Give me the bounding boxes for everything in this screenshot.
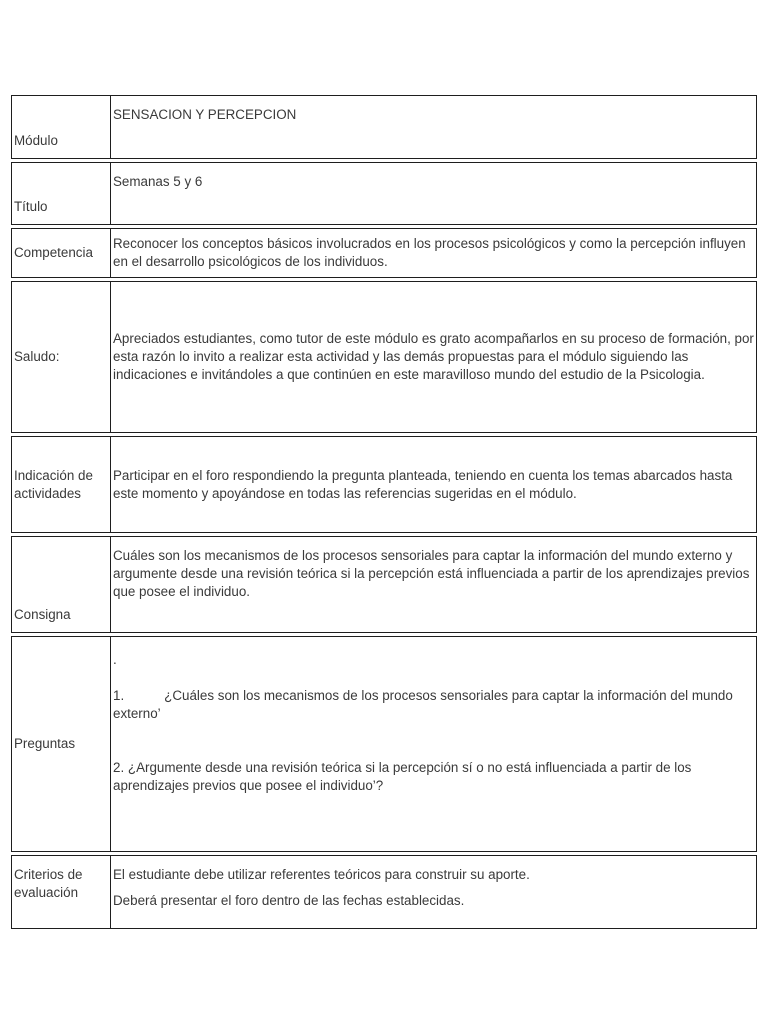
criteria-item: El estudiante debe utilizar referentes teóricos para construir su aporte. <box>113 867 530 882</box>
row-label-consigna: Consigna <box>11 536 110 633</box>
table-row <box>11 162 757 225</box>
table-row <box>11 636 757 852</box>
table-row <box>11 855 757 929</box>
greeting-text: Apreciados estudiantes, como tutor de este módulo es grato acompañarlos en su proceso de formación, por esta razón lo invito a realizar esta actividad y las demás propuestas para el módulo siguiendo las indicaciones e invitándoles a que continúen en este maravilloso mundo del estudio de la Psicologia. <box>113 331 754 382</box>
row-content-saludo <box>110 281 757 433</box>
row-label-saludo: Saludo: <box>11 281 110 433</box>
table-row <box>11 536 757 633</box>
row-label-criterios: Criterios de evaluación <box>11 855 110 929</box>
row-content-consigna <box>110 536 757 633</box>
question-1 <box>113 687 754 723</box>
competence-text: Reconocer los conceptos básicos involucrados en los procesos psicológicos y como la percepción influyen en el desarrollo psicológicos de los individuos. <box>113 236 746 269</box>
row-content-competencia <box>110 228 757 278</box>
dot-marker: . <box>113 652 117 667</box>
row-content-preguntas <box>110 636 757 852</box>
table-row <box>11 436 757 533</box>
assignment-text: Cuáles son los mecanismos de los procesos sensoriales para captar la información del mundo externo y argumente desde una revisión teórica si la percepción está influenciada a partir de los aprendizajes previos que posee el individuo. <box>113 548 750 599</box>
criteria-item: Deberá presentar el foro dentro de las fechas establecidas. <box>113 893 465 908</box>
activity-instructions-text: Participar en el foro respondiendo la pregunta planteada, teniendo en cuenta los temas abarcados hasta este momento y apoyándose en todas las referencias sugeridas en el módulo. <box>113 467 733 501</box>
question-2: 2. ¿Argumente desde una revisión teórica si la percepción sí o no está influenciada a partir de los aprendizajes previos que posee el individuo’? <box>113 760 692 793</box>
row-label-titulo: Título <box>11 162 110 225</box>
row-label-indicacion: Indicación de actividades <box>11 436 110 533</box>
table-row <box>11 281 757 433</box>
question-1-number: 1. <box>113 688 125 703</box>
row-content-modulo <box>110 95 757 159</box>
row-label-competencia: Competencia <box>11 228 110 278</box>
row-label-modulo: Módulo <box>11 95 110 159</box>
table-row <box>11 228 757 278</box>
row-content-indicacion <box>110 436 757 533</box>
row-label-preguntas: Preguntas <box>11 636 110 852</box>
title-text: Semanas 5 y 6 <box>113 174 203 189</box>
question-1-text: ¿Cuáles son los mecanismos de los procesos sensoriales para captar la información del mundo externo’ <box>113 688 733 721</box>
table-row <box>11 95 757 159</box>
activity-table <box>11 92 757 932</box>
row-content-titulo <box>110 162 757 225</box>
module-name: SENSACION Y PERCEPCION <box>113 107 297 122</box>
row-content-criterios <box>110 855 757 929</box>
